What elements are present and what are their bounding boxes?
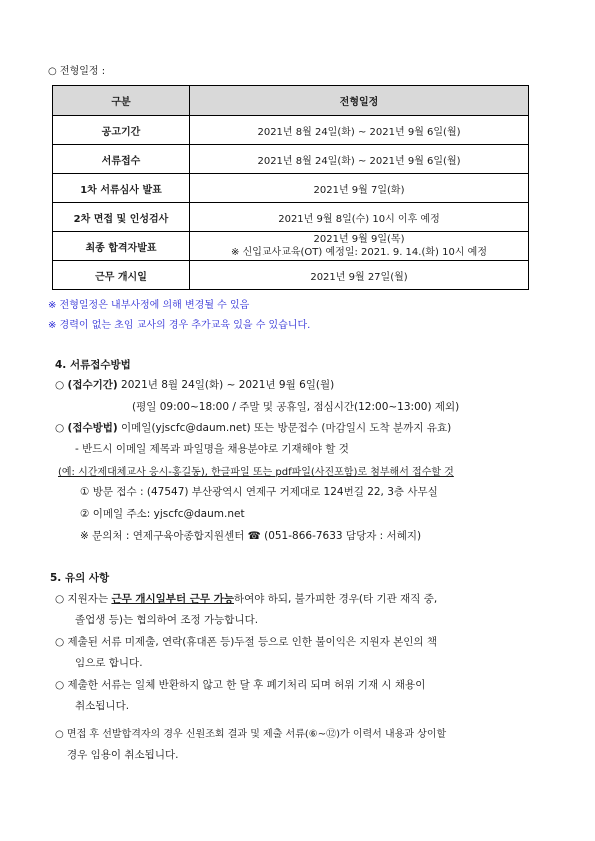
row-label: 서류접수	[53, 145, 190, 174]
notice-emphasis: 근무 개시일부터 근무 가능	[111, 593, 234, 605]
notice-item	[55, 634, 437, 649]
bullet: ○	[55, 593, 65, 605]
table-row	[53, 145, 529, 174]
notice-item	[55, 725, 446, 740]
notice-text: 하여야 하되, 불가피한 경우(타 기관 재직 중,	[233, 593, 438, 605]
row-label: 근무 개시일	[53, 261, 190, 290]
notice-text: 면접 후 선발합격자의 경우 신원조회 결과 및 제출 서류(⑥~⑫)가 이력서 내용과 상이할	[66, 729, 447, 740]
row-label: 1차 서류심사 발표	[53, 174, 190, 203]
row-value: 2021년 9월 8일(수) 10시 이후 예정	[190, 203, 529, 232]
table-row	[53, 203, 529, 232]
notice-item-continued: 경우 임용이 취소됩니다.	[67, 749, 179, 761]
table-header-row	[53, 86, 529, 116]
notice-item	[55, 677, 425, 692]
section-4-title: 4. 서류접수방법	[55, 359, 131, 371]
row-value: 2021년 8월 24일(화) ~ 2021년 9월 6일(월)	[190, 145, 529, 174]
schedule-note: ※ 경력이 없는 초임 교사의 경우 추가교육 있을 수 있습니다.	[48, 320, 311, 331]
row-label: 공고기간	[53, 116, 190, 145]
notice-item-continued: 임으로 합니다.	[75, 657, 143, 669]
email-subject-note: - 반드시 이메일 제목과 파일명을 채용분야로 기재해야 할 것	[75, 443, 349, 455]
schedule-note: ※ 전형일정은 내부사정에 의해 변경될 수 있음	[48, 300, 250, 311]
table-row	[53, 232, 529, 261]
notice-text: 제출된 서류 미제출, 연락(휴대폰 등)두절 등으로 인한 불이익은 지원자 본인의 책	[67, 636, 437, 648]
row-value	[190, 232, 529, 261]
row-value: 2021년 8월 24일(화) ~ 2021년 9월 6일(월)	[190, 116, 529, 145]
schedule-table	[52, 85, 529, 290]
receipt-method	[55, 420, 451, 435]
table-row	[53, 116, 529, 145]
example-note: (예: 시간제대체교사 응시-홍길동), 한글파일 또는 pdf파일(사진포함)로 첨부해서 접수할 것	[58, 467, 454, 478]
row-value: 2021년 9월 7일(화)	[190, 174, 529, 203]
notice-text: 지원자는	[67, 593, 112, 605]
row-label: 최종 합격자발표	[53, 232, 190, 261]
bullet: ○	[55, 636, 65, 648]
visit-address: ① 방문 접수 : (47547) 부산광역시 연제구 거제대로 124번길 22, 3층 사무실	[80, 486, 438, 498]
row-value-line2: ※ 신입교사교육(OT) 예정일: 2021. 9. 14.(화) 10시 예정	[231, 247, 487, 258]
row-value-line1: 2021년 9월 9일(목)	[313, 234, 405, 245]
table-row	[53, 261, 529, 290]
table-row	[53, 174, 529, 203]
contact-info: ※ 문의처 : 연제구육아종합지원센터 ☎ (051-866-7633 담당자 : 서혜지)	[80, 530, 422, 542]
receipt-method-label: (접수방법)	[67, 422, 118, 434]
notice-item-continued: 취소됩니다.	[75, 700, 130, 712]
bullet: ○	[55, 422, 65, 434]
notice-item	[55, 591, 437, 606]
table-header-schedule: 전형일정	[190, 86, 529, 116]
row-label: 2차 면접 및 인성검사	[53, 203, 190, 232]
row-value: 2021년 9월 27일(월)	[190, 261, 529, 290]
schedule-heading: ○ 전형일정 :	[48, 66, 106, 77]
email-address: ② 이메일 주소: yjscfc@daum.net	[80, 508, 245, 520]
receipt-method-value: 이메일(yjscfc@daum.net) 또는 방문접수 (마감일시 도착 분까지 유효)	[117, 422, 452, 434]
table-header-category: 구분	[53, 86, 190, 116]
receipt-hours-note: (평일 09:00~18:00 / 주말 및 공휴일, 점심시간(12:00~13:00) 제외)	[132, 401, 460, 413]
receipt-period	[55, 377, 334, 392]
notice-text: 제출한 서류는 일체 반환하지 않고 한 달 후 폐기처리 되며 허위 기재 시 채용이	[67, 679, 426, 691]
receipt-period-label: (접수기간)	[67, 379, 118, 391]
receipt-period-value: 2021년 8월 24일(화) ~ 2021년 9월 6일(월)	[117, 379, 335, 391]
notice-item-continued: 졸업생 등)는 협의하여 조정 가능합니다.	[75, 614, 259, 626]
bullet: ○	[55, 679, 65, 691]
bullet: ○	[55, 729, 64, 740]
bullet: ○	[55, 379, 65, 391]
section-5-title: 5. 유의 사항	[50, 572, 110, 584]
